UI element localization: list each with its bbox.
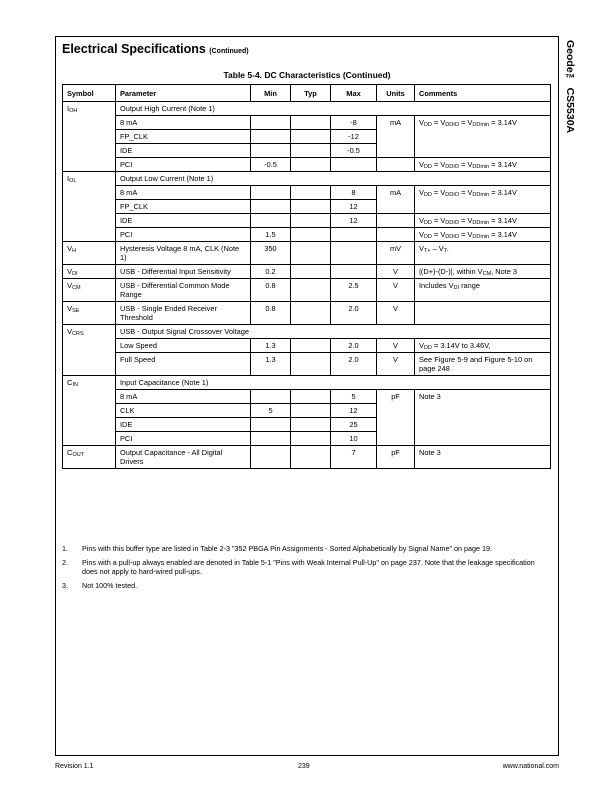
comment-cell: $V_{DD} = V_{DDIO} = V_{DDmin} = 3.14V$ [415,158,551,172]
header-min: Min [251,85,291,102]
table-row [63,186,551,200]
units-cell: V [377,265,415,279]
comment-cell: $V_{DD} = V_{DDIO} = V_{DDmin} = 3.14V$ [415,228,551,242]
max-cell: 12 [331,214,377,228]
param-cell: Output Capacitance - All Digital Drivers [116,446,251,469]
note-2: 2. Pins with a pull-up always enabled are denoted in Table 5-1 "Pins with Weak Internal Pull-Up" on page 237. Note that the leakage specification does not apply to hard-wired pull-ups. [62,557,535,576]
section-title [62,42,249,56]
table-row [63,228,551,242]
param-cell: 8 mA [116,116,251,130]
param-cell: 8 mA [116,390,251,404]
param-cell: IDE [116,214,251,228]
units-cell: pF [377,390,415,446]
table-row [63,325,551,339]
param-cell: IDE [116,144,251,158]
side-title: Geode™ CS5530A [564,40,576,134]
param-header: Output High Current (Note 1) [116,102,551,116]
footer-revision: Revision 1.1 [55,763,94,770]
units-cell: mV [377,242,415,265]
table-row [63,390,551,404]
table-row [63,265,551,279]
header-symbol: Symbol [63,85,116,102]
min-cell: -0.5 [251,158,291,172]
comment-cell: $V_{DD} = V_{DDIO} = V_{DDmin} = 3.14V$ [415,214,551,228]
dc-characteristics-table [62,84,551,469]
table-notes [62,544,550,594]
table-row [63,376,551,390]
param-cell: PCI [116,158,251,172]
min-cell: 0.2 [251,265,291,279]
max-cell: 2.0 [331,353,377,376]
note-1: 1. Pins with this buffer type are listed in Table 2-3 "352 PBGA Pin Assignments - Sorted Alphabetically by Signal Name" on page 19. [62,544,492,553]
max-cell: -8 [331,116,377,130]
param-header: Output Low Current (Note 1) [116,172,551,186]
param-cell: PCI [116,228,251,242]
param-cell: Low Speed [116,339,251,353]
table-header-row [63,85,551,102]
header-max: Max [331,85,377,102]
max-cell: 5 [331,390,377,404]
param-cell: CLK [116,404,251,418]
param-header: USB - Output Signal Crossover Voltage [116,325,551,339]
max-cell: -0.5 [331,144,377,158]
param-cell: 8 mA [116,186,251,200]
symbol-cin: $C_{IN}$ [63,376,116,446]
min-cell: 1.3 [251,339,291,353]
units-cell: V [377,302,415,325]
table-row [63,116,551,130]
footer-page-number: 239 [298,763,310,770]
max-cell: 8 [331,186,377,200]
table-row [63,353,551,376]
max-cell: 12 [331,200,377,214]
symbol-ioh: $I_{OH}$ [63,102,116,172]
min-cell: 0.8 [251,302,291,325]
symbol-vcrs: $V_{CRS}$ [63,325,116,376]
table-row [63,172,551,186]
param-cell: Hysteresis Voltage 8 mA, CLK (Note 1) [116,242,251,265]
symbol-vdi: $V_{DI}$ [63,265,116,279]
param-cell: USB - Differential Common Mode Range [116,279,251,302]
max-cell: 12 [331,404,377,418]
table-row [63,302,551,325]
symbol-vse: $V_{SE}$ [63,302,116,325]
table-row [63,242,551,265]
header-typ: Typ [291,85,331,102]
table-row [63,158,551,172]
max-cell: 2.5 [331,279,377,302]
section-title-text: Electrical Specifications [62,42,206,56]
param-cell: Full Speed [116,353,251,376]
param-cell: FP_CLK [116,200,251,214]
symbol-vcm: $V_{CM}$ [63,279,116,302]
param-cell: FP_CLK [116,130,251,144]
param-cell: USB - Differential Input Sensitivity [116,265,251,279]
max-cell: 2.0 [331,339,377,353]
header-comments: Comments [415,85,551,102]
units-cell: mA [377,186,415,214]
table-row [63,279,551,302]
footer-url: www.national.com [502,763,559,770]
table-row [63,446,551,469]
comment-cell: Note 3 [415,446,551,469]
comment-cell: Includes $V_{DI}$ range [415,279,551,302]
symbol-iol: $I_{OL}$ [63,172,116,242]
comment-cell: Note 3 [415,390,551,446]
units-cell: pF [377,446,415,469]
header-units: Units [377,85,415,102]
units-cell: mA [377,116,415,158]
param-cell: PCI [116,432,251,446]
max-cell: 25 [331,418,377,432]
comment-cell: $V_{DD} = V_{DDIO} = V_{DDmin} = 3.14V$ [415,186,551,214]
header-parameter: Parameter [116,85,251,102]
comment-cell: $V_{DD} = V_{DDIO} = V_{DDmin} = 3.14V$ [415,116,551,158]
max-cell: 7 [331,446,377,469]
comment-cell: |(D+)-(D-)|, within $V_{CM}$, Note 3 [415,265,551,279]
param-cell: USB - Single Ended Receiver Threshold [116,302,251,325]
units-cell: V [377,353,415,376]
min-cell: 5 [251,404,291,418]
min-cell: 1.5 [251,228,291,242]
table-row [63,214,551,228]
symbol-cout: $C_{OUT}$ [63,446,116,469]
section-title-suffix: (Continued) [209,48,249,55]
table-row [63,102,551,116]
comment-cell: $V_{DD} = 3.14V$ to 3.46V, [415,339,551,353]
max-cell: -12 [331,130,377,144]
min-cell: 1.3 [251,353,291,376]
table-caption: Table 5-4. DC Characteristics (Continued) [223,70,391,80]
note-3: 3. Not 100% tested. [62,580,138,590]
table-row [63,339,551,353]
min-cell: 0.8 [251,279,291,302]
max-cell: 10 [331,432,377,446]
min-cell: 350 [251,242,291,265]
max-cell: 2.0 [331,302,377,325]
param-cell: IDE [116,418,251,432]
comment-cell: See Figure 5-9 and Figure 5-10 on page 248 [415,353,551,376]
units-cell: V [377,279,415,302]
comment-cell: $V_{T+} - V_{T-}$ [415,242,551,265]
units-cell: V [377,339,415,353]
symbol-vh: $V_H$ [63,242,116,265]
param-header: Input Capacitance (Note 1) [116,376,551,390]
